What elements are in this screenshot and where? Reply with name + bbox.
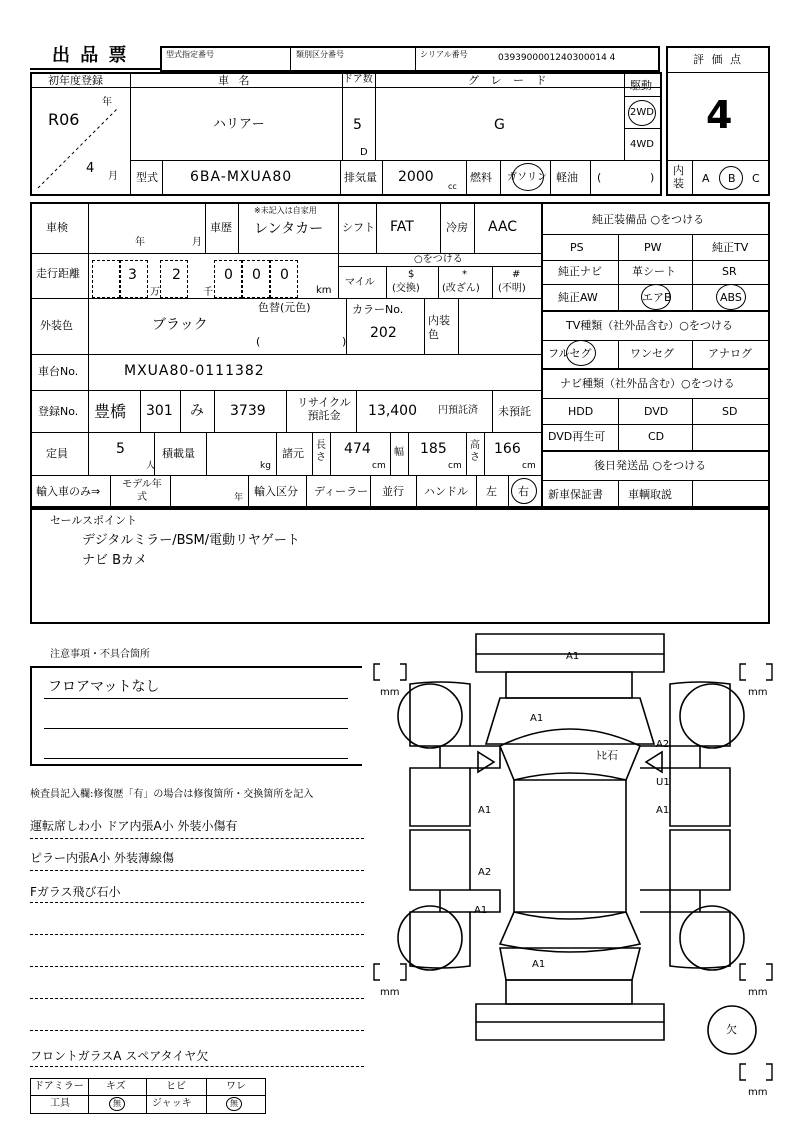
shift-value: FAT: [390, 219, 414, 235]
inspection-year: 年: [135, 237, 145, 248]
navi-dvd: DVD: [644, 405, 669, 418]
length-value: 474: [344, 441, 371, 457]
later-warranty: 新車保証書: [548, 488, 603, 501]
reg-area: 豊橋: [94, 402, 127, 421]
recycle-unit: 円預託済: [438, 405, 478, 416]
break-label: ワレ: [226, 1081, 246, 1092]
jack-circle: [226, 1097, 242, 1111]
tools-status: 無: [113, 1099, 121, 1108]
fullseg-circle: [566, 340, 596, 366]
handle-left: 左: [486, 485, 497, 498]
fuel-circle: [512, 163, 544, 191]
diag-windshield: ﾄﾋ石: [596, 749, 618, 762]
jack-status: 無: [230, 1099, 238, 1108]
navi-sd: SD: [722, 405, 738, 418]
diag-left-door: A1: [478, 805, 492, 816]
history-value: レンタカー: [254, 221, 324, 237]
dealer-option: ディーラー: [314, 485, 369, 498]
handle-label: ハンドル: [424, 485, 468, 498]
first-reg-month: 4: [86, 161, 95, 176]
diag-right-pillar: U1: [656, 777, 670, 788]
chassis-value: MXUA80-0111382: [124, 363, 265, 379]
mileage-label: 走行距離: [36, 267, 80, 280]
equip-tv: 純正TV: [712, 241, 749, 254]
kg-unit: kg: [260, 461, 271, 471]
import-type-label: 輸入区分: [254, 485, 298, 498]
height-value: 166: [494, 441, 521, 457]
tamper-txt: (改ざん): [442, 283, 480, 294]
abs-circle: [716, 284, 746, 310]
tools-circle: [109, 1097, 125, 1111]
displacement-value: 2000: [398, 169, 434, 185]
drive-2wd-circle: [628, 100, 656, 126]
reg-kana: み: [190, 403, 204, 419]
person-unit: 人: [146, 461, 156, 471]
doors-type: D: [360, 147, 368, 158]
equip-navi: 純正ナビ: [558, 265, 602, 278]
displacement-label: 排気量: [344, 171, 377, 184]
load-label: 積載量: [162, 447, 195, 460]
chassis-label: 車台No.: [38, 365, 79, 378]
dims-label: 諸元: [282, 447, 304, 460]
reg-class: 301: [146, 403, 173, 419]
ac-value: AAC: [488, 219, 518, 235]
diesel-label: 軽油: [556, 171, 578, 184]
diag-left-rear-door: A2: [478, 867, 492, 878]
interior-label: 内装: [673, 164, 684, 190]
cc-unit: cc: [448, 182, 457, 191]
equip-sr: SR: [722, 265, 737, 278]
jack-label: ジャッキ: [152, 1098, 192, 1109]
fuel-value: ガソリン: [507, 172, 547, 183]
mirror-label: ドアミラー: [34, 1081, 84, 1092]
handle-right: 右: [518, 485, 529, 498]
serial-number: 0393900001240300014 4: [498, 53, 616, 63]
interior-color-label: 内装色: [428, 314, 450, 341]
inspector-line-1: 運転席しわ小 ドア内張A小 外装小傷有: [30, 819, 238, 833]
model-value: 6BA-MXUA80: [190, 169, 293, 185]
spare-missing: 欠: [726, 1023, 737, 1036]
height-label: 高さ: [470, 440, 480, 463]
mm-front-right: mm: [748, 687, 768, 698]
mm-rear-left: mm: [380, 987, 400, 998]
equipment-title: 純正装備品 ○をつける: [592, 213, 705, 226]
mileage-digit-3: 0: [224, 267, 233, 283]
reg-number: 3739: [230, 403, 266, 419]
circle-note: ○をつける: [414, 254, 463, 265]
color-paren-close: ): [342, 335, 347, 348]
fuel-label: 燃料: [470, 171, 492, 184]
notes-line-1: フロアマットなし: [48, 679, 160, 695]
diag-right-fender: A2: [656, 739, 670, 750]
mileage-digit-5: 0: [280, 267, 289, 283]
capacity-value: 5: [116, 441, 125, 457]
history-label: 車歴: [210, 221, 232, 234]
mm-front-left: mm: [380, 687, 400, 698]
exterior-label: 外装色: [40, 319, 73, 332]
month-mark: 月: [108, 171, 118, 182]
serial-label: シリアル番号: [420, 50, 468, 59]
navi-title: ナビ種類（社外品含む）○をつける: [560, 377, 735, 390]
height-cm: cm: [522, 461, 536, 471]
exterior-color: ブラック: [152, 317, 208, 333]
model-year-label: モデル年式: [122, 479, 162, 503]
tools-label: 工具: [50, 1098, 70, 1109]
doors-value: 5: [353, 117, 362, 133]
sales-line-1: デジタルミラー/BSM/電動リヤゲート: [82, 533, 300, 548]
front-glass-note: フロントガラスA スペアタイヤ欠: [30, 1049, 209, 1063]
mile-label: マイル: [345, 277, 375, 288]
scratch-label: キズ: [106, 1081, 126, 1092]
equip-aw: 純正AW: [558, 291, 598, 304]
interior-b-circle: [719, 166, 743, 190]
import-label: 輸入車のみ⇒: [36, 485, 101, 498]
later-manual: 車輌取説: [628, 488, 672, 501]
model-label: 型式: [136, 171, 158, 184]
navi-cd: CD: [648, 430, 665, 443]
drive-2wd: 2WD: [630, 107, 654, 118]
length-label: 長さ: [316, 440, 326, 463]
doors-label: ドア数: [343, 74, 373, 85]
capacity-label: 定員: [46, 447, 68, 460]
score-value: 4: [706, 93, 733, 137]
equip-airbag: エアB: [642, 291, 672, 304]
recycle-unpaid: 未預託: [498, 405, 531, 418]
first-reg-year: R06: [48, 110, 80, 129]
inspection-month: 月: [192, 237, 202, 248]
navi-hdd: HDD: [568, 405, 594, 418]
drive-4wd: 4WD: [630, 139, 654, 150]
diag-right-door: A1: [656, 805, 670, 816]
score-label: 評 価 点: [693, 53, 743, 66]
diag-hood: A1: [530, 713, 544, 724]
tv-fullseg: フルセグ: [548, 347, 592, 360]
width-cm: cm: [448, 461, 462, 471]
car-diagram: [370, 628, 780, 1098]
paren-close: ): [650, 171, 655, 184]
diag-front-bumper: A1: [566, 651, 580, 662]
color-paren-open: (: [256, 335, 261, 348]
mileage-digit-2: 2: [172, 267, 181, 283]
exchange-sym: $: [408, 269, 415, 280]
width-label: 幅: [394, 447, 404, 458]
tv-oneseg: ワンセグ: [630, 347, 674, 360]
grade-label: グ レ ー ド: [468, 74, 551, 87]
handle-right-circle: [511, 478, 537, 504]
sales-line-2: ナビ Bカメ: [82, 553, 148, 568]
mileage-digit-1: 3: [128, 267, 137, 283]
diag-trunk: A1: [532, 959, 546, 970]
inspection-label: 車検: [46, 221, 68, 234]
grade-value: G: [494, 117, 505, 133]
diagonal-slash: [32, 97, 128, 192]
inspector-line-3: Fガラス飛び石小: [30, 885, 121, 899]
unknown-sym: #: [512, 269, 521, 280]
color-no-value: 202: [370, 325, 397, 341]
navi-dvd-play: DVD再生可: [548, 430, 606, 443]
color-change-label: 色替(元色): [258, 301, 311, 314]
paren-open: (: [597, 171, 602, 184]
exchange-txt: (交換): [392, 283, 420, 294]
recycle-amount: 13,400: [368, 403, 417, 419]
drive-label: 駆動: [630, 79, 652, 92]
width-value: 185: [420, 441, 447, 457]
sales-label: セールスポイント: [50, 514, 138, 527]
first-reg-label: 初年度登録: [48, 74, 103, 87]
name-label: 車 名: [218, 74, 253, 87]
length-cm: cm: [372, 461, 386, 471]
equip-ps: PS: [570, 241, 584, 254]
shift-label: シフト: [342, 221, 375, 234]
equip-abs: ABS: [720, 291, 742, 304]
airbag-circle: [641, 284, 671, 310]
man-unit: 万: [150, 287, 160, 298]
notes-label: 注意事項・不具合箇所: [50, 649, 150, 660]
mileage-digit-4: 0: [252, 267, 261, 283]
model-designation-label: 型式指定番号: [166, 50, 214, 59]
color-no-label: カラーNo.: [352, 303, 404, 316]
reg-label: 登録No.: [38, 405, 79, 418]
interior-grade-c: C: [752, 172, 760, 185]
import-year-mark: 年: [234, 493, 244, 503]
year-mark: 年: [102, 97, 112, 108]
parallel-option: 並行: [382, 485, 404, 498]
crack-label: ヒビ: [166, 1081, 186, 1092]
tv-title: TV種類（社外品含む）○をつける: [566, 319, 733, 332]
recycle-label: リサイクル預託金: [297, 396, 351, 422]
tamper-sym: *: [462, 269, 467, 280]
mm-rear-right: mm: [748, 987, 768, 998]
category-label: 類別区分番号: [296, 50, 344, 59]
later-title: 後日発送品 ○をつける: [594, 459, 707, 472]
sen-unit: 千: [203, 287, 213, 298]
tv-analog: アナログ: [708, 347, 752, 360]
form-title: 出 品 票: [52, 45, 129, 66]
diag-left-quarter: A1: [474, 905, 488, 916]
history-note: ※未記入は自家用: [254, 206, 317, 215]
mm-spare: mm: [748, 1087, 768, 1098]
unknown-txt: (不明): [498, 283, 526, 294]
inspector-label: 検査員記入欄:修復歴「有」の場合は修復箇所・交換箇所を記入: [30, 789, 314, 800]
equip-leather: 革シート: [632, 265, 676, 278]
ac-label: 冷房: [446, 221, 468, 234]
km-unit: km: [316, 285, 332, 296]
inspector-line-2: ピラー内張A小 外装薄線傷: [30, 851, 175, 865]
interior-grade-b: B: [728, 172, 736, 185]
equip-pw: PW: [644, 241, 662, 254]
interior-grade-a: A: [702, 172, 710, 185]
vehicle-name: ハリアー: [213, 117, 265, 132]
